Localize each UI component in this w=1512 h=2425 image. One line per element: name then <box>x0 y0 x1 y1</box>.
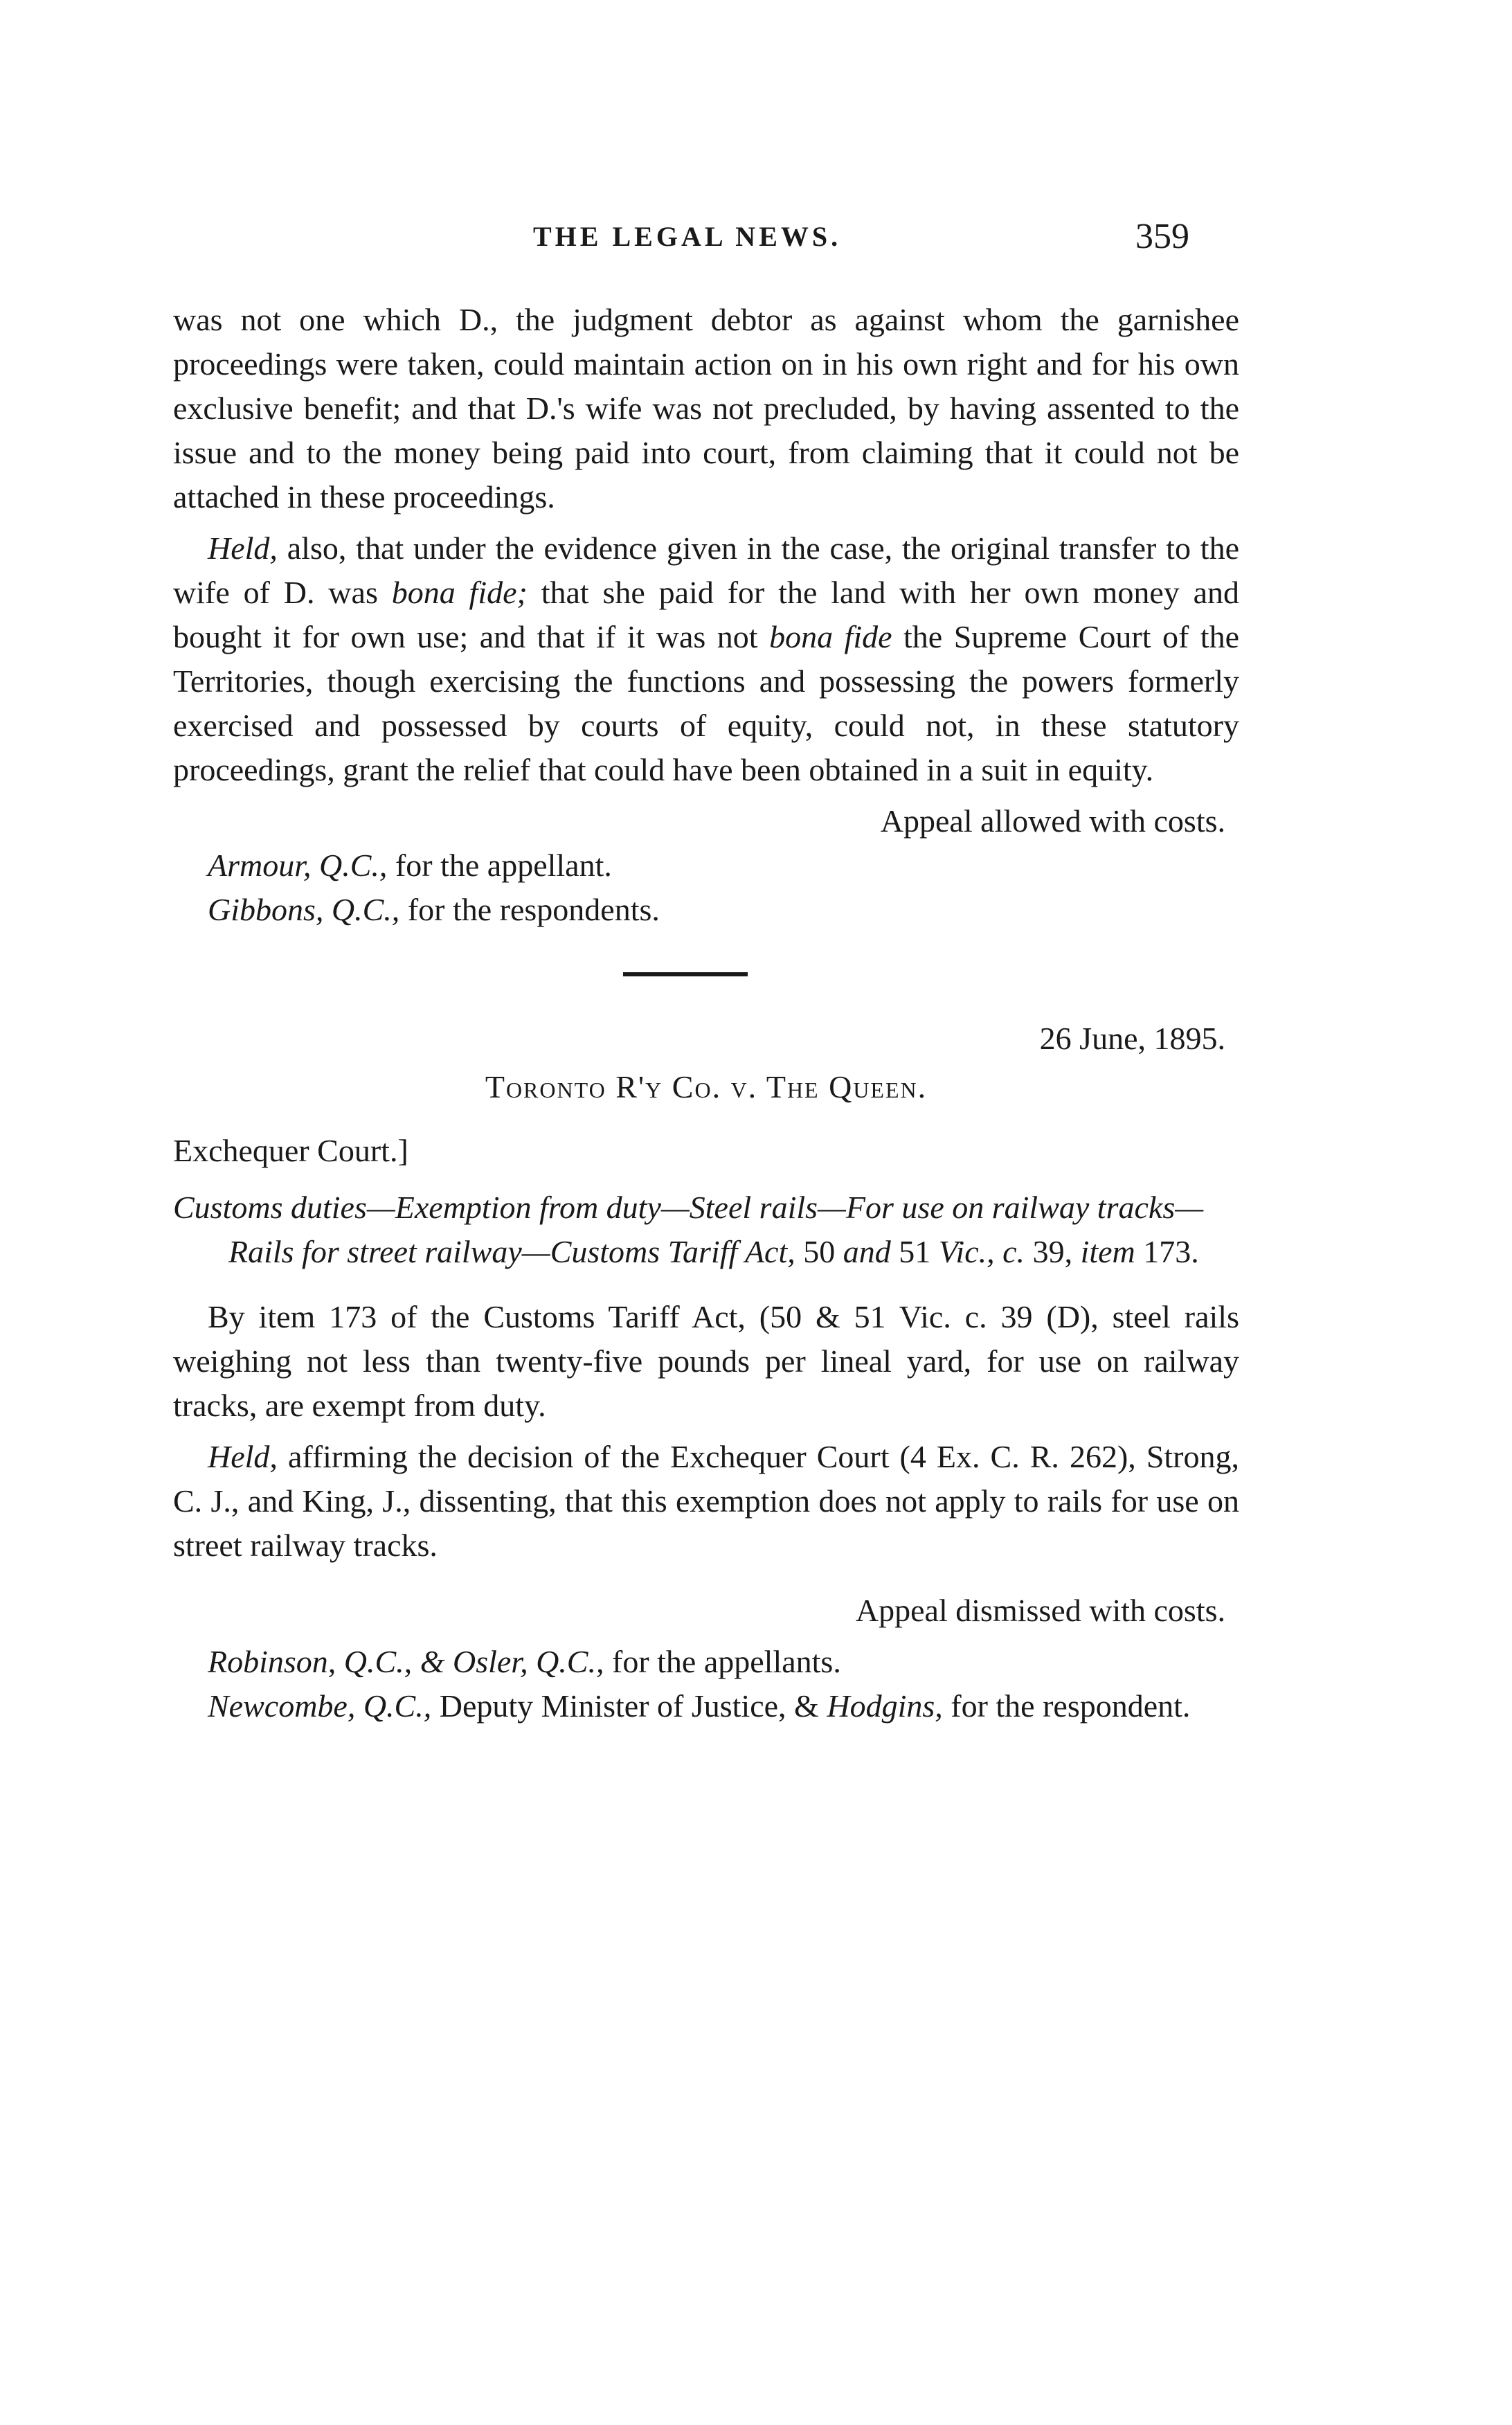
held-label: Held, <box>208 530 278 566</box>
page-number: 359 <box>1135 217 1189 256</box>
held-text-1: also, that under the evidence given in the case, the original transfer to the wife of D. was <box>173 530 1239 610</box>
page-header <box>0 217 1512 262</box>
held-text-2: that she paid for the land with her own money and bought it for own use; and that if it was not <box>173 575 1240 654</box>
case-title: Toronto R'y Co. v. The Queen. <box>485 1069 928 1104</box>
disposition: Appeal allowed with costs. <box>880 803 1225 839</box>
counsel-name: Osler, Q.C., <box>452 1644 604 1679</box>
statute-paragraph: By item 173 of the Customs Tariff Act, (50 & 51 Vic. c. 39 (D), steel rails weighing not less than twenty-five pounds per lineal yard, for use on railway tracks, are exempt from duty. <box>173 1299 1239 1423</box>
headnote-part: Customs duties—Exemption from duty—Steel rails—For use on railway tracks—Rails for street railway—Customs Tariff Act, <box>173 1190 1204 1269</box>
counsel-line <box>173 1684 1239 1728</box>
case-date: 26 June, 1895. <box>1039 1021 1225 1056</box>
counsel-name: Robinson, Q.C., <box>208 1644 413 1679</box>
headnote-part: and <box>843 1234 891 1269</box>
counsel-name: Newcombe, Q.C., <box>208 1688 432 1724</box>
headnote-part: Vic., c. <box>938 1234 1025 1269</box>
court-name: Exchequer Court.] <box>173 1133 408 1168</box>
section-divider <box>623 972 748 976</box>
held-italic-1: bona fide; <box>391 575 528 610</box>
counsel-name: Gibbons, Q.C., <box>208 892 400 927</box>
headnote-part: item <box>1080 1234 1135 1269</box>
counsel-role: Deputy Minister of Justice, & <box>431 1688 827 1724</box>
held-paragraph <box>173 1435 1239 1568</box>
running-title: THE LEGAL NEWS. <box>533 221 842 252</box>
counsel-role: for the appellants. <box>604 1644 841 1679</box>
counsel-line <box>173 843 1239 888</box>
headnote-part: 51 <box>890 1234 939 1269</box>
counsel-name: Hodgins, <box>827 1688 943 1724</box>
continuation-paragraph: was not one which D., the judgment debtor as against whom the garnishee proceedings were taken, could maintain action on in his own right and for his own exclusive benefit; and that D.'s wife was not precluded, by having assented to the issue and to the money being paid into court, from claiming that it could not be attached in these proceedings. <box>173 302 1239 514</box>
held-text: affirming the decision of the Exchequer Court (4 Ex. C. R. 262), Strong, C. J., and King, J., dissenting, that this exemption does not apply to rails for use on street railway tracks. <box>173 1439 1239 1563</box>
headnote <box>173 1185 1239 1274</box>
held-label: Held, <box>208 1439 278 1474</box>
counsel-line <box>173 1640 1239 1684</box>
counsel-line <box>173 888 1239 932</box>
page-body <box>173 298 1239 1728</box>
held-italic-2: bona fide <box>769 619 892 654</box>
held-paragraph <box>173 526 1239 792</box>
counsel-role: for the respondents. <box>399 892 660 927</box>
counsel-name: Armour, Q.C., <box>208 848 388 883</box>
counsel-ampersand: & <box>412 1644 453 1679</box>
held-text-3: the Supreme Court of the Territories, though exercising the functions and possessing the powers formerly exercised and possessed by courts of equity, could not, in these statutory proceedings, grant the relief that could have been obtained in a suit in equity. <box>173 619 1239 787</box>
headnote-part: 173. <box>1135 1234 1199 1269</box>
counsel-role: for the appellant. <box>387 848 612 883</box>
headnote-part: 50 <box>795 1234 843 1269</box>
headnote-part: 39, <box>1025 1234 1081 1269</box>
counsel-role: for the respondent. <box>942 1688 1191 1724</box>
disposition: Appeal dismissed with costs. <box>855 1593 1225 1628</box>
